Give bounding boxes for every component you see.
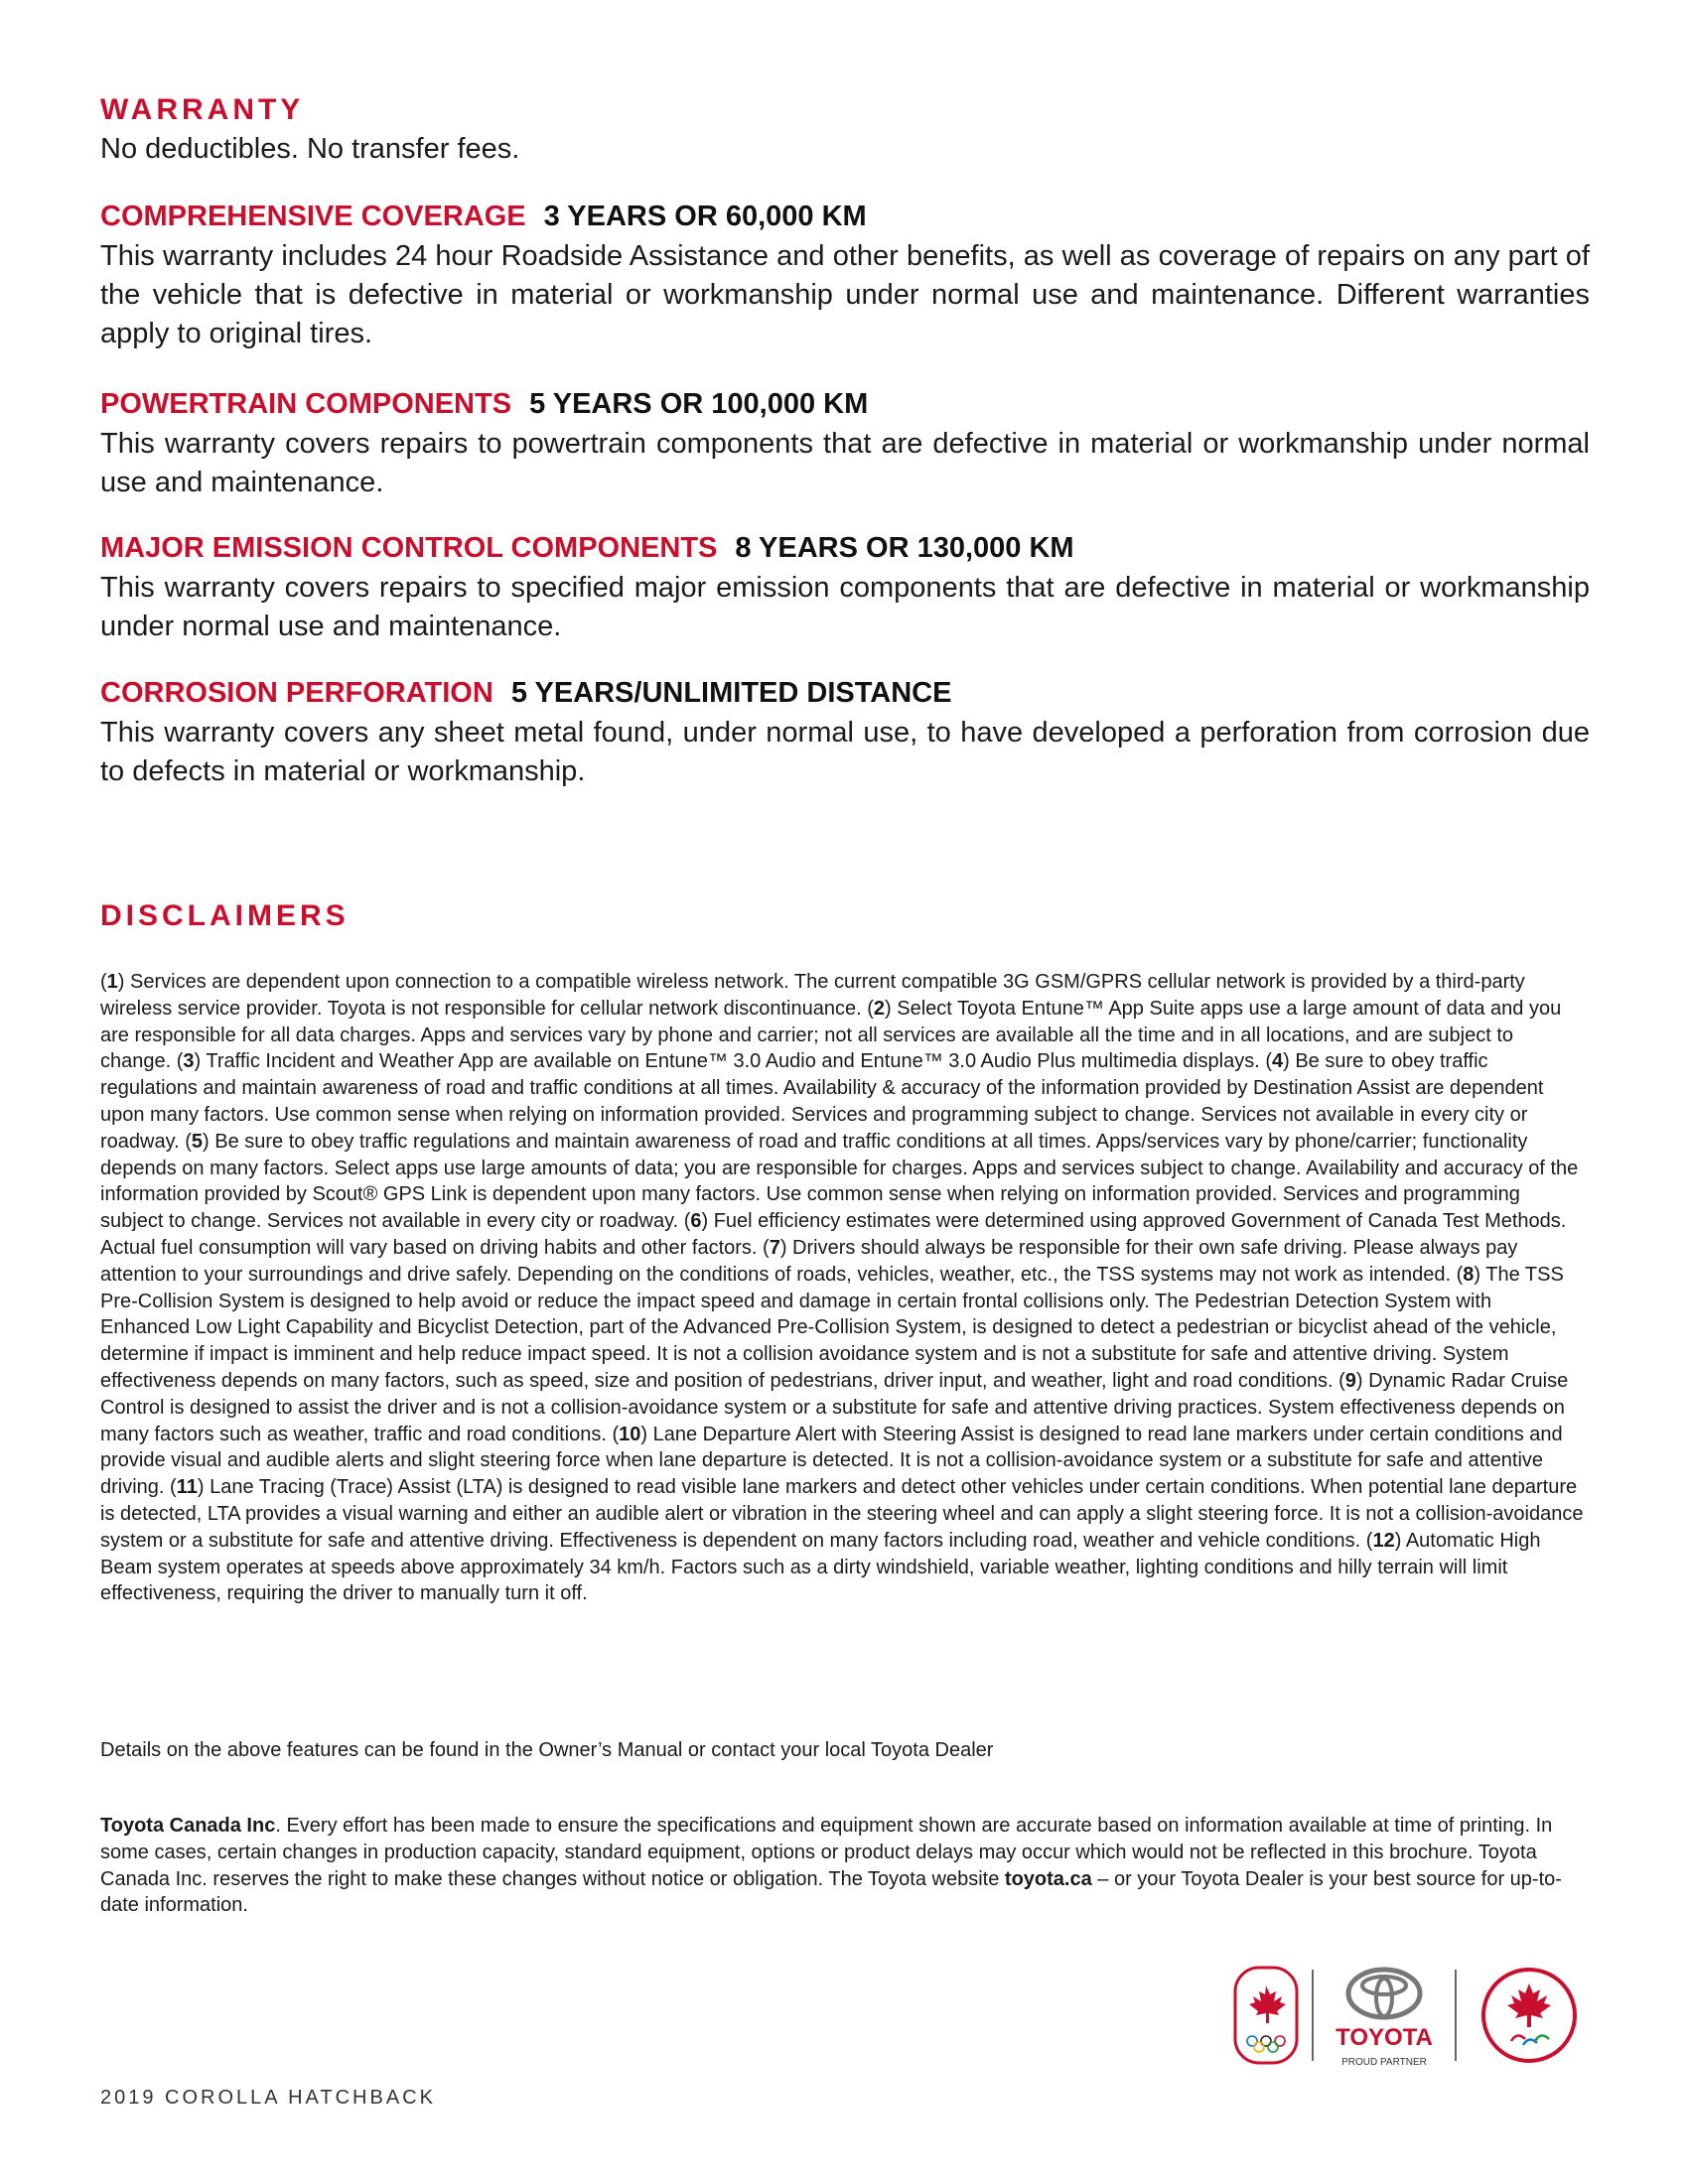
disclaimer-text: Traffic Incident and Weather App are available on Entune™ 3.0 Audio and Entune™ 3.0 Audio Plus multimedia displays. <box>206 1050 1260 1073</box>
canadian-olympic-icon <box>1235 1968 1297 2063</box>
disclaimer-number: 3 <box>183 1050 195 1073</box>
warranty-subtitle: No deductibles. No transfer fees. <box>100 133 520 165</box>
warranty-item-name: POWERTRAIN COMPONENTS <box>100 388 512 420</box>
disclaimer-entry: (8) The TSS Pre-Collision System is designed to help avoid or reduce the impact speed and damage in certain frontal collisions only. The Pedestrian Detection System with Enhanced Low Light Capability and Bicyclist Detection, part of the Advanced Pre-Collision System, is designed to detect a pedestrian or bicyclist ahead of the vehicle, determine if impact is imminent and help reduce impact speed. It is not a collision avoidance system and is not a substitute for safe and attentive driving. System effectiveness depends on many factors, such as speed, size and position of pedestrians, driver input, and weather, light and road conditions. <box>100 1263 1564 1392</box>
warranty-item-name: CORROSION PERFORATION <box>100 677 493 709</box>
disclaimer-text: Be sure to obey traffic regulations and maintain awareness of road and traffic conditions at all times. Apps/services vary by phone/carrier; functionality depends on many factors. Select apps use large amounts of data; you are responsible for charges. Apps and services subject to change. Availability and accuracy of the information provided by Scout® GPS Link is dependent upon many factors. Use common sense when relying on information provided. Services and programming subject to change. Services not available in every city or roadway. <box>100 1130 1579 1233</box>
disclaimer-entry: (6) Fuel efficiency estimates were determined using approved Government of Canada Test Methods. Actual fuel consumption will vary based on driving habits and other factors. <box>100 1210 1567 1259</box>
disclaimers-title: DISCLAIMERS <box>100 899 350 932</box>
warranty-item-text: This warranty covers any sheet metal found, under normal use, to have developed a perforation from corrosion due to defects in material or workmanship. <box>100 717 1590 787</box>
corporate-text-end: – or your Toyota Dealer is your best source for up-to-date information. <box>100 1867 1562 1917</box>
disclaimer-number: 1 <box>106 971 118 993</box>
disclaimer-number: 6 <box>690 1210 702 1233</box>
disclaimers-body <box>100 969 1585 1607</box>
disclaimer-text: Be sure to obey traffic regulations and maintain awareness of road and traffic conditions at all times. Availability & accuracy of the information provided by Destination Assist are dependent upon many factors. Use common sense when relying on information provided. Services and programming subject to change. Services not available in every city or roadway. <box>100 1050 1544 1153</box>
disclaimer-text: Lane Departure Alert with Steering Assist is designed to read lane markers under certain conditions and provide visual and audible alerts and slight steering force when lane departure is detected. It is not a collision-avoidance system or a substitute for safe and attentive driving. <box>100 1423 1563 1499</box>
warranty-item-term: 5 YEARS/UNLIMITED DISTANCE <box>510 677 952 709</box>
disclaimer-number: 8 <box>1463 1263 1475 1286</box>
warranty-item-term: 5 YEARS OR 100,000 KM <box>529 388 869 420</box>
disclaimer-number: 5 <box>191 1130 204 1153</box>
corporate-text: . Every effort has been made to ensure the specifications and equipment shown are accurate based on information available at time of printing. In some cases, certain changes in production capacity, standard equipment, options or product delays may occur which would not be reflected in this brochure. Toyota Canada Inc. reserves the right to make these changes without notice or obligation. The Toyota website <box>100 1815 1553 1890</box>
disclaimer-number: 4 <box>1272 1050 1284 1073</box>
disclaimer-text: Select Toyota Entune™ App Suite apps use a large amount of data and you are responsible for all data charges. Apps and services vary by phone and carrier; not all services are available all the time and in all locations, and are subject to change. <box>100 997 1562 1073</box>
disclaimer-entry: (12) Automatic High Beam system operates at speeds above approximately 34 km/h. Factors such as a dirty windshield, variable weather, lighting conditions and hilly terrain will limit effectiveness, requiring the driver to manually turn it off. <box>100 1529 1541 1605</box>
corporate-note <box>100 1813 1585 1919</box>
disclaimer-number: 11 <box>176 1476 198 1499</box>
warranty-item-name: MAJOR EMISSION CONTROL COMPONENTS <box>100 532 718 564</box>
warranty-item-name: COMPREHENSIVE COVERAGE <box>100 201 526 232</box>
warranty-item-term: 3 YEARS OR 60,000 KM <box>543 201 867 232</box>
partner-logos <box>1231 1964 1589 2083</box>
disclaimer-number: 12 <box>1372 1529 1395 1552</box>
disclaimer-text: Automatic High Beam system operates at speeds above approximately 34 km/h. Factors such as a dirty windshield, variable weather, lighting conditions and hilly terrain will limit effectiveness, requiring the driver to manually turn it off. <box>100 1529 1541 1605</box>
disclaimer-entry: (5) Be sure to obey traffic regulations and maintain awareness of road and traffic conditions at all times. Apps/services vary by phone/carrier; functionality depends on many factors. Select apps use large amounts of data; you are responsible for charges. Apps and services subject to change. Availability and accuracy of the information provided by Scout® GPS Link is dependent upon many factors. Use common sense when relying on information provided. Services and programming subject to change. Services not available in every city or roadway. <box>100 1130 1579 1233</box>
disclaimer-number: 7 <box>769 1236 780 1259</box>
disclaimer-entry: (4) Be sure to obey traffic regulations and maintain awareness of road and traffic conditions at all times. Availability & accuracy of the information provided by Destination Assist are dependent upon many factors. Use common sense when relying on information provided. Services and programming subject to change. Services not available in every city or roadway. <box>100 1050 1544 1153</box>
canadian-paralympic-icon <box>1483 1970 1575 2061</box>
warranty-item <box>100 677 1590 791</box>
disclaimer-number: 9 <box>1344 1369 1356 1392</box>
disclaimer-entry: (2) Select Toyota Entune™ App Suite apps use a large amount of data and you are responsible for all data charges. Apps and services vary by phone and carrier; not all services are available all the time and in all locations, and are subject to change. <box>100 997 1562 1073</box>
footer-model-name: 2019 COROLLA HATCHBACK <box>100 2087 436 2109</box>
disclaimer-text: Dynamic Radar Cruise Control is designed to assist the driver and is not a collision-avoidance system or a substitute for safe and attentive driving practices. System effectiveness depends on many factors such as weather, traffic and road conditions. <box>100 1369 1569 1445</box>
disclaimer-number: 2 <box>873 997 886 1020</box>
warranty-item-text: This warranty covers repairs to powertrain components that are defective in material or workmanship under normal use and maintenance. <box>100 428 1590 498</box>
company-name: Toyota Canada Inc <box>100 1815 276 1837</box>
disclaimer-entry: (3) Traffic Incident and Weather App are available on Entune™ 3.0 Audio and Entune™ 3.0 Audio Plus multimedia displays. <box>171 1050 1260 1073</box>
disclaimer-entry: (7) Drivers should always be responsible for their own safe driving. Please always pay attention to your surroundings and drive safely. Depending on the conditions of roads, vehicles, weather, etc., the TSS systems may not work as intended. <box>100 1236 1518 1286</box>
warranty-item <box>100 388 1590 502</box>
details-note: Details on the above features can be found in the Owner’s Manual or contact your local Toyota Dealer <box>100 1739 994 1761</box>
toyota-emblem-icon <box>1348 1970 1420 2017</box>
warranty-item-text: This warranty includes 24 hour Roadside Assistance and other benefits, as well as coverage of repairs on any part of the vehicle that is defective in material or workmanship under normal use and maintenance. Different warranties apply to original tires. <box>100 240 1590 349</box>
disclaimer-entry: (11) Lane Tracing (Trace) Assist (LTA) is designed to read visible lane markers and detect other vehicles under certain conditions. When potential lane departure is detected, LTA provides a visual warning and either an audible alert or vibration in the steering wheel and can apply a slight steering force. It is not a collision-avoidance system or a substitute for safe and attentive driving. Effectiveness is dependent on many factors including road, weather and vehicle conditions. <box>100 1476 1584 1552</box>
disclaimer-entry: (9) Dynamic Radar Cruise Control is designed to assist the driver and is not a collision-avoidance system or a substitute for safe and attentive driving practices. System effectiveness depends on many factors such as weather, traffic and road conditions. <box>100 1369 1569 1445</box>
warranty-item-text: This warranty covers repairs to specified major emission components that are defective in material or workmanship under normal use and maintenance. <box>100 572 1590 642</box>
disclaimer-number: 10 <box>619 1423 641 1445</box>
disclaimer-text: Lane Tracing (Trace) Assist (LTA) is designed to read visible lane markers and detect other vehicles under certain conditions. When potential lane departure is detected, LTA provides a visual warning and either an audible alert or vibration in the steering wheel and can apply a slight steering force. It is not a collision-avoidance system or a substitute for safe and attentive driving. Effectiveness is dependent on many factors including road, weather and vehicle conditions. <box>100 1476 1584 1552</box>
warranty-item-term: 8 YEARS OR 130,000 KM <box>735 532 1074 564</box>
disclaimer-text: Services are dependent upon connection to a compatible wireless network. The current compatible 3G GSM/GPRS cellular network is provided by a third-party wireless service provider. Toyota is not responsible for cellular network discontinuance. <box>100 971 1525 1020</box>
disclaimer-text: Drivers should always be responsible for their own safe driving. Please always pay attention to your surroundings and drive safely. Depending on the conditions of roads, vehicles, weather, etc., the TSS systems may not work as intended. <box>100 1236 1518 1286</box>
warranty-item <box>100 532 1590 646</box>
toyota-logo-text: TOYOTA <box>1336 2024 1433 2051</box>
proud-partner-text: PROUD PARTNER <box>1341 2057 1427 2068</box>
website-link[interactable]: toyota.ca <box>1004 1867 1092 1890</box>
disclaimer-entry: (10) Lane Departure Alert with Steering Assist is designed to read lane markers under certain conditions and provide visual and audible alerts and slight steering force when lane departure is detected. It is not a collision-avoidance system or a substitute for safe and attentive driving. <box>100 1423 1563 1499</box>
disclaimer-text: The TSS Pre-Collision System is designed to help avoid or reduce the impact speed and damage in certain frontal collisions only. The Pedestrian Detection System with Enhanced Low Light Capability and Bicyclist Detection, part of the Advanced Pre-Collision System, is designed to detect a pedestrian or bicyclist ahead of the vehicle, determine if impact is imminent and help reduce impact speed. It is not a collision avoidance system and is not a substitute for safe and attentive driving. System effectiveness depends on many factors, such as speed, size and position of pedestrians, driver input, and weather, light and road conditions. <box>100 1263 1564 1392</box>
warranty-title: WARRANTY <box>100 93 305 126</box>
disclaimer-text: Fuel efficiency estimates were determined using approved Government of Canada Test Methods. Actual fuel consumption will vary based on driving habits and other factors. <box>100 1210 1567 1259</box>
disclaimer-entry: (1) Services are dependent upon connection to a compatible wireless network. The current compatible 3G GSM/GPRS cellular network is provided by a third-party wireless service provider. Toyota is not responsible for cellular network discontinuance. <box>100 971 1525 1020</box>
warranty-item <box>100 201 1590 353</box>
